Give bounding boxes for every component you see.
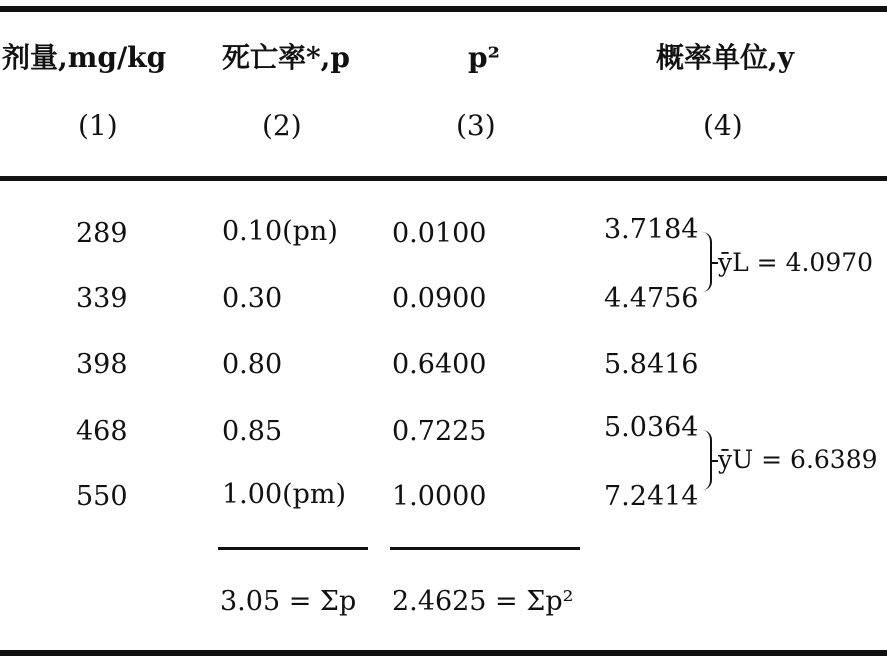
- header-p-squared: p²: [468, 41, 500, 74]
- col-number-1: (1): [78, 109, 118, 142]
- col-number-2: (2): [262, 109, 302, 142]
- header-dose: 剂量,mg/kg: [2, 41, 167, 74]
- dose-cell: 550: [76, 481, 128, 512]
- probit-cell: 5.0364: [604, 412, 699, 443]
- lower-group-brace: [700, 232, 712, 292]
- mortality-cell: 0.30: [222, 283, 283, 314]
- p-squared-cell: 0.6400: [392, 349, 487, 380]
- mortality-cell: 0.10(pn): [222, 216, 338, 247]
- mortality-cell: 1.00(pm): [222, 479, 347, 510]
- col-number-3: (3): [456, 109, 496, 142]
- probit-cell: 5.8416: [604, 349, 699, 380]
- mortality-cell: 0.80: [222, 349, 283, 380]
- col-number-4: (4): [703, 109, 743, 142]
- header-divider: [0, 176, 887, 181]
- dose-cell: 289: [76, 218, 128, 249]
- sum-rule-p-squared: [390, 547, 580, 550]
- bottom-rule: [0, 650, 887, 656]
- probit-cell: 3.7184: [604, 214, 699, 245]
- sum-p-squared: 2.4625 = Σp²: [392, 586, 574, 617]
- p-squared-cell: 0.0900: [392, 283, 487, 314]
- mortality-cell: 0.85: [222, 416, 283, 447]
- sum-rule-mortality: [218, 547, 368, 550]
- upper-group-mean: ȳU = 6.6389: [718, 445, 878, 474]
- header-probit: 概率单位,y: [656, 41, 795, 74]
- p-squared-cell: 0.0100: [392, 218, 487, 249]
- p-squared-cell: 1.0000: [392, 481, 487, 512]
- probit-cell: 7.2414: [604, 481, 699, 512]
- lower-group-mean: ȳL = 4.0970: [718, 248, 874, 277]
- dose-cell: 339: [76, 283, 128, 314]
- p-squared-cell: 0.7225: [392, 416, 487, 447]
- sum-mortality: 3.05 = Σp: [220, 586, 357, 617]
- probit-cell: 4.4756: [604, 283, 699, 314]
- upper-group-brace: [700, 430, 712, 490]
- dose-cell: 398: [76, 349, 128, 380]
- header-mortality: 死亡率*,p: [222, 41, 350, 74]
- top-rule: [0, 6, 887, 12]
- dose-cell: 468: [76, 416, 128, 447]
